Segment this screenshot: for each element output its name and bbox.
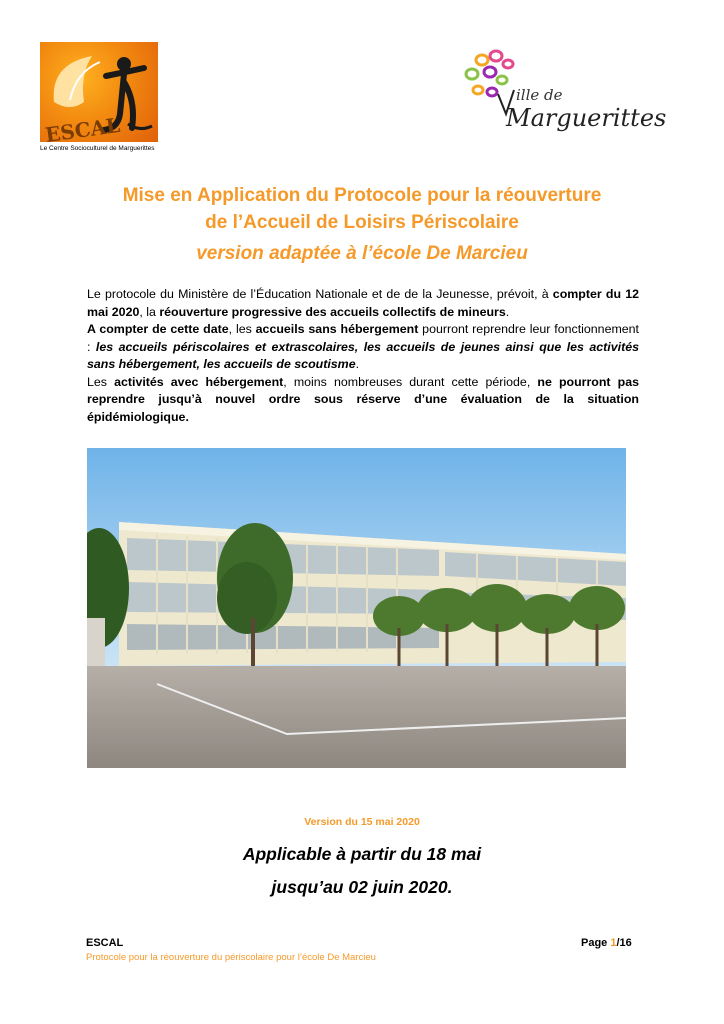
p2-text: , les <box>228 322 256 336</box>
p3-highlight: ne pourront pas reprendre jusqu’à nouvel ordre sous réserve d’une évaluation de la situation épidémiologique. <box>87 374 640 424</box>
ville-line1: ille de <box>516 86 563 104</box>
title-line-1: Mise en Application du Protocole pour la réouverture <box>122 185 602 206</box>
version-date: Version du 15 mai 2020 <box>304 816 420 828</box>
applicable-from: Applicable à partir du 18 mai <box>242 844 482 864</box>
ville-marguerittes-logo <box>462 48 667 153</box>
escal-logo <box>40 42 158 157</box>
school-photo <box>87 448 626 768</box>
p3-text: , moins nombreuses durant cette période, <box>283 374 538 389</box>
p2-text: pourront reprendre leur fonctionnement : <box>87 322 640 354</box>
applicable-until: jusqu’au 02 juin 2020. <box>271 877 453 897</box>
p2-lead: A compter de cette date <box>87 322 229 336</box>
escal-wordmark: ESCAL <box>43 112 122 148</box>
paragraph-2 <box>87 321 639 374</box>
page-label: Page <box>581 937 611 949</box>
page-number <box>581 937 632 949</box>
p3-text: Les <box>87 374 115 389</box>
title-line-3: version adaptée à l’école De Marcieu <box>196 243 528 264</box>
p1-highlight: réouverture progressive des accueils collectifs de mineurs <box>159 304 506 319</box>
p1-text: . <box>505 304 510 319</box>
escal-tagline: Le Centre Socioculturel de Marguerittes <box>40 145 155 152</box>
ville-line2: Marguerittes <box>506 104 667 132</box>
title-line-2: de l’Accueil de Loisirs Périscolaire <box>205 212 519 233</box>
p2-highlight: accueils sans hébergement <box>255 322 419 336</box>
p2-text: . <box>355 357 360 371</box>
p1-text: Le protocole du Ministère de l’Éducation Nationale et de de la Jeunesse, prévoit, à <box>87 287 553 301</box>
p1-date: compter du 12 mai 2020 <box>87 287 639 319</box>
page-current: 1 <box>610 937 617 949</box>
p3-highlight: activités avec hébergement <box>114 374 284 389</box>
paragraph-1 <box>87 286 639 321</box>
school-building-image <box>87 448 626 768</box>
paragraph-3 <box>87 374 639 427</box>
page-total: /16 <box>616 937 632 949</box>
footer-org: ESCAL <box>86 937 124 949</box>
intro-text <box>87 286 639 426</box>
footer-subtitle: Protocole pour la réouverture du périscolaire pour l’école De Marcieu <box>86 952 376 963</box>
p1-text: , la <box>139 304 160 319</box>
p2-list: les accueils périscolaires et extrascolaires, les accueils de jeunes ainsi que les activités sans hébergement, les accueils de scoutisme <box>87 339 639 371</box>
